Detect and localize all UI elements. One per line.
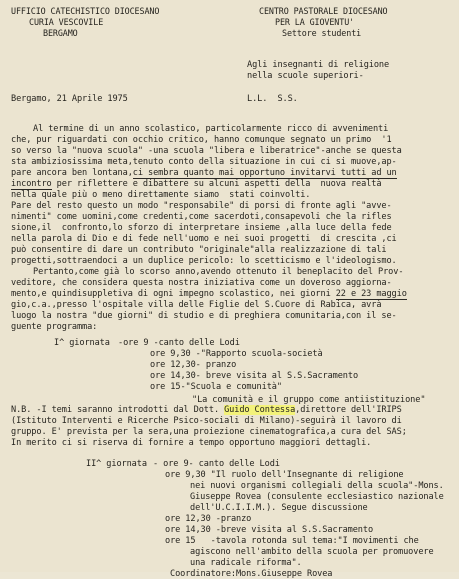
day2-heading: II^ giornata [86, 459, 147, 469]
nb-line: N.B. -I temi saranno introdotti dal Dott. Guido Contessa,direttore dell'IRIPS [11, 405, 402, 415]
body-line: guente programma: [11, 322, 98, 332]
nb-line: gruppo. E' prevista per la sera,una proiezione cinematografica,a cura del SAS; [11, 427, 407, 437]
day2-item: ore 15 -tavola rotonda sul tema:"I movimenti che [165, 536, 419, 546]
body-line: veditore, che considera questa nostra iniziativa come un doveroso aggiorna- [11, 278, 392, 288]
day1-item: ore 15-"Scuola e comunità" [150, 382, 282, 392]
underlined-dates: 22 e 23 maggio [335, 289, 407, 299]
body-line: nella quale più o meno direttamente siamo stati coinvolti. [11, 190, 311, 200]
place-date: Bergamo, 21 Aprile 1975 [11, 94, 128, 104]
body-line: Al termine di un anno scolastico, particolarmente ricco di avvenimenti [33, 124, 389, 134]
nb-line: In merito ci si riserva di fornire a tempo opportuno maggiori dettagli. [11, 438, 372, 448]
day2-item: ore 12,30 -pranzo [165, 514, 252, 524]
day1-heading: I^ giornata [54, 338, 110, 348]
body-line: sione,il confronto,lo sforzo di interpretare insieme ,alla luce della fede [11, 223, 392, 233]
body-line: so verso la "nuova scuola" -una scuola "libera e liberatrice"-anche se questa [11, 146, 402, 156]
highlighted-speaker: Guido Contessa [224, 405, 296, 415]
day2-item: dell'U.C.I.I.M.). Segue discussione [190, 503, 368, 513]
header-left-line-2: CURIA VESCOVILE [29, 17, 104, 27]
day1-item: ore 14,30- breve visita al S.S.Sacramento [150, 371, 359, 381]
body-line: incontro per riflettere e dibattere su alcuni aspetti della nuova realtà [11, 179, 382, 189]
recipient-line-2: nella scuole superiori- [247, 71, 364, 81]
underlined-invitation: ci sembra quanto mai opportuno invitarvi tutti ad un [132, 168, 397, 178]
nb-line: (Istituto Interventi e Ricerche Psico-sociali di Milano)-seguirà il lavoro di [11, 416, 402, 426]
day2-item: ore 9,30 "Il ruolo dell'Insegnante di religione [165, 470, 404, 480]
salutation: L.L. S.S. [247, 94, 298, 104]
body-line: luogo la nostra "due giorni" di studio e di preghiera comunitaria,con il se- [11, 311, 397, 321]
day2-item: Coordinatore:Mons.Giuseppe Rovea [170, 569, 333, 579]
body-line: nella parola di Dio e di fede nell'uomo e nei suoi progetti di crescita ,ci [11, 234, 397, 244]
body-line: può consentire di dare un contributo "originale"alla realizzazione di tali [11, 245, 387, 255]
body-line: mento,e quindisuppletiva di ogni impegno scolastico, nei giorni 22 e 23 maggio [11, 289, 407, 299]
day2-item: - ore 9- canto delle Lodi [153, 459, 280, 469]
day2-item: nei nuovi organismi collegiali della scuola"-Mons. [190, 481, 444, 491]
body-line: Pertanto,come già lo scorso anno,avendo ottenuto il beneplacito del Prov- [33, 267, 404, 277]
day2-item: ore 14,30 -breve visita al S.S.Sacramento [165, 525, 374, 535]
header-left-line-3: BERGAMO [43, 28, 78, 38]
header-left-line-1: UFFICIO CATECHISTICO DIOCESANO [11, 6, 160, 16]
body-line: progetti,sottraendoci a un duplice pericolo: lo scetticismo e l'ideologismo. [11, 256, 397, 266]
day1-item: ore 12,30- pranzo [150, 360, 237, 370]
header-right-line-1: CENTRO PASTORALE DIOCESANO [259, 6, 388, 16]
day2-item: Giuseppe Rovea (consulente ecclesiastico nazionale [190, 492, 444, 502]
day2-item: agiscono nell'ambito della scuola per promuovere [190, 547, 434, 557]
body-line: gio,c.a.,presso l'ospitale villa delle Figlie del S.Cuore di Rabica, avrà [11, 300, 382, 310]
day1-item: "La comunità e il gruppo come antiistituzione" [192, 395, 426, 405]
body-line: che, pur riguardati con occhio critico, hanno comunque segnato un primo '1 [11, 135, 392, 145]
day1-item: ore 9,30 -"Rapporto scuola-società [150, 349, 323, 359]
header-right-line-3: Settore studenti [282, 28, 362, 38]
recipient-line-1: Agli insegnanti di religione [247, 60, 390, 70]
underlined-meeting: incontro [11, 179, 52, 189]
body-line: Pare del resto questo un modo "responsabile" di porsi di fronte agli "avve- [11, 201, 392, 211]
body-line: sta ambiziosissima meta,tenuto conto della situazione in cui ci si muove,ap- [11, 157, 397, 167]
body-line: pare ancora ben lontana,ci sembra quanto mai opportuno invitarvi tutti ad un [11, 168, 397, 178]
body-line: nimenti" come uomini,come credenti,come sacerdoti,consapevoli che la rifles [11, 212, 392, 222]
day1-item: -ore 9 -canto delle Lodi [118, 338, 240, 348]
day2-item: una radicale riforma". [190, 558, 302, 568]
header-right-line-2: PER LA GIOVENTU' [275, 17, 355, 27]
